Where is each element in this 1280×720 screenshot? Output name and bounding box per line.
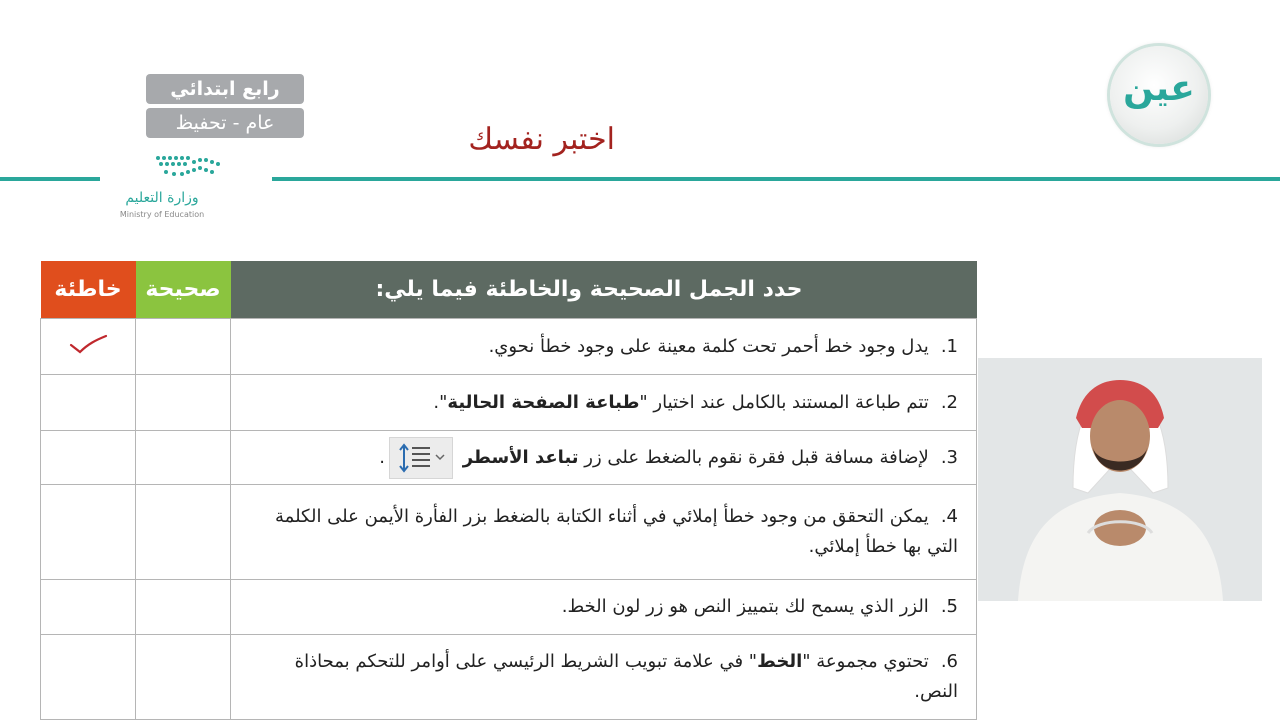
header-divider-right (272, 177, 1280, 181)
table-row (41, 319, 977, 375)
table-row (41, 635, 977, 720)
question-text: لإضافة مسافة قبل فقرة نقوم بالضغط على زر (578, 446, 929, 468)
question-text: يدل وجود خط أحمر تحت كلمة معينة على وجود خطأ نحوي. (488, 335, 929, 357)
question-cell (231, 485, 977, 580)
question-text-bold: الخط (757, 651, 803, 672)
question-number: 5. (940, 596, 958, 617)
question-text: الزر الذي يسمح لك بتمييز النص هو زر لون الخط. (561, 596, 929, 617)
question-text: يمكن التحقق من وجود خطأ إملائي في أثناء الكتابة بالضغط بزر الفأرة الأيمن على الكلمة التي بها خطأ إملائي. (275, 506, 958, 557)
question-cell (231, 431, 977, 485)
ministry-name-ar: وزارة التعليم (125, 190, 199, 206)
question-number: 1. (940, 335, 958, 357)
table-row (41, 485, 977, 580)
quiz-header-row (41, 261, 977, 319)
question-number: 6. (940, 651, 958, 672)
wrong-mark-cell[interactable] (41, 580, 136, 635)
interpreter-figure-icon (978, 358, 1262, 601)
correct-mark-cell[interactable] (136, 431, 231, 485)
question-cell (231, 635, 977, 720)
track-badge: عام - تحفيظ (146, 108, 304, 138)
question-number: 2. (940, 391, 958, 413)
table-row (41, 375, 977, 431)
table-row (41, 580, 977, 635)
question-column-header: حدد الجمل الصحيحة والخاطئة فيما يلي: (231, 261, 977, 319)
table-row (41, 431, 977, 485)
correct-mark-cell[interactable] (136, 319, 231, 375)
ministry-name-en: Ministry of Education (119, 210, 205, 219)
question-text-bold: طباعة الصفحة الحالية (447, 391, 640, 413)
wrong-mark-cell[interactable] (41, 431, 136, 485)
channel-logo (1110, 46, 1208, 144)
question-text: تتم طباعة المستند بالكامل عند اختيار " (639, 391, 929, 413)
correct-mark-cell[interactable] (136, 485, 231, 580)
wrong-mark-cell[interactable] (41, 375, 136, 431)
line-spacing-button (389, 437, 453, 479)
line-spacing-icon (390, 438, 452, 478)
question-cell (231, 375, 977, 431)
correct-mark-cell[interactable] (136, 580, 231, 635)
ministry-emblem-icon (108, 150, 243, 190)
check-mark-icon (66, 332, 110, 356)
question-text-end: ". (433, 391, 448, 413)
question-text-end: . (379, 446, 385, 468)
question-cell (231, 319, 977, 375)
correct-column-header: صحيحة (136, 261, 231, 319)
question-number: 4. (940, 506, 958, 527)
correct-mark-cell[interactable] (136, 375, 231, 431)
channel-logo-text: عين (1123, 68, 1195, 109)
sign-language-video (978, 358, 1262, 601)
question-number: 3. (940, 446, 958, 468)
wrong-mark-cell[interactable] (41, 319, 136, 375)
wrong-mark-cell[interactable] (41, 635, 136, 720)
question-text-end: " في علامة تبويب الشريط الرئيسي على أوامر للتحكم بمحاذاة النص. (294, 651, 958, 702)
wrong-mark-cell[interactable] (41, 485, 136, 580)
wrong-column-header: خاطئة (41, 261, 136, 319)
question-cell (231, 580, 977, 635)
header-divider-left (0, 177, 100, 181)
quiz-table (40, 261, 977, 720)
grade-badge: رابع ابتدائي (146, 74, 304, 104)
correct-mark-cell[interactable] (136, 635, 231, 720)
ministry-logo (108, 150, 243, 225)
question-text: تحتوي مجموعة " (802, 651, 929, 672)
page-title: اختبر نفسك (468, 122, 615, 157)
question-text-bold: تباعد الأسطر (462, 446, 579, 468)
